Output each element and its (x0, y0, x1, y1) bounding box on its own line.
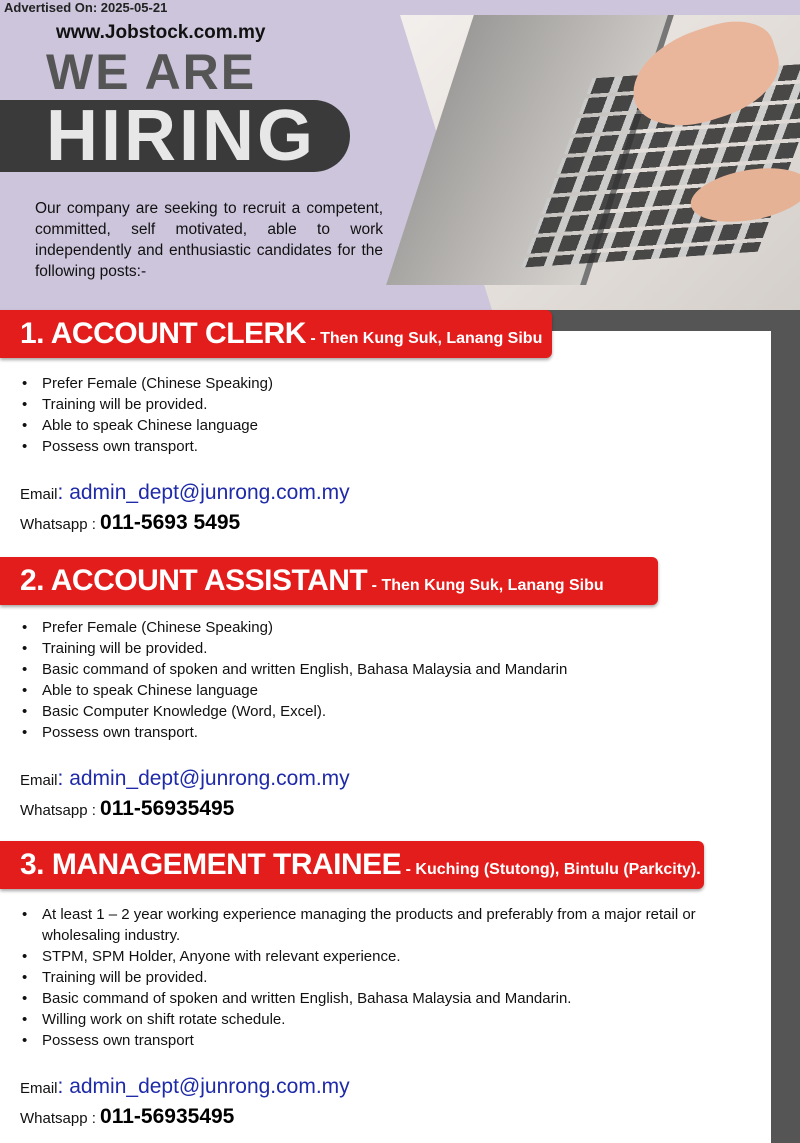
whatsapp-line (20, 1105, 234, 1129)
whatsapp-number[interactable]: 011-5693 5495 (100, 511, 241, 534)
email-label: Email (20, 486, 58, 503)
list-item: • At least 1 – 2 year working experience managing the products and preferably from a major retail or wholesaling industry. (20, 904, 710, 946)
side-panel (520, 310, 800, 331)
list-item: • Possess own transport. (20, 436, 720, 457)
list-item: • Training will be provided. (20, 394, 720, 415)
intro-text: Our company are seeking to recruit a competent, committed, self motivated, able to work independently and enthusiastic candidates for the following posts:- (35, 200, 383, 280)
email-link[interactable]: admin_dept@junrong.com.my (69, 1075, 350, 1098)
list-item: • Basic Computer Knowledge (Word, Excel). (20, 701, 720, 722)
list-item: • STPM, SPM Holder, Anyone with relevant experience. (20, 946, 710, 967)
whatsapp-line (20, 511, 240, 535)
job-title-line (20, 561, 604, 606)
list-item: • Possess own transport (20, 1030, 710, 1051)
email-link[interactable]: admin_dept@junrong.com.my (69, 767, 350, 790)
whatsapp-label: Whatsapp : (20, 1110, 101, 1127)
whatsapp-label: Whatsapp : (20, 516, 101, 533)
list-item: • Prefer Female (Chinese Speaking) (20, 617, 720, 638)
side-panel (771, 310, 800, 1143)
whatsapp-label: Whatsapp : (20, 802, 101, 819)
site-url: www.Jobstock.com.my (56, 22, 266, 43)
list-item: • Basic command of spoken and written English, Bahasa Malaysia and Mandarin (20, 659, 720, 680)
hiring-heading: HIRING (46, 96, 316, 176)
list-item: • Able to speak Chinese language (20, 415, 720, 436)
requirements-list (20, 904, 710, 1051)
job-title: 3. MANAGEMENT TRAINEE (20, 848, 402, 881)
job-location: - Kuching (Stutong), Bintulu (Parkcity). (401, 861, 701, 878)
job-banner (0, 557, 658, 605)
email-label: Email (20, 1080, 58, 1097)
whatsapp-number[interactable]: 011-56935495 (100, 1105, 235, 1128)
email-line: Email: admin_dept@junrong.com.my (20, 481, 350, 504)
hiring-header (0, 0, 800, 310)
job-location: - Then Kung Suk, Lanang Sibu (367, 577, 604, 594)
list-item: • Willing work on shift rotate schedule. (20, 1009, 710, 1030)
advertised-date: Advertised On: 2025-05-21 (4, 0, 168, 15)
we-are-heading: WE ARE (46, 44, 257, 100)
list-item: • Basic command of spoken and written English, Bahasa Malaysia and Mandarin. (20, 988, 710, 1009)
job-title-line (20, 314, 542, 359)
email-line: Email: admin_dept@junrong.com.my (20, 767, 350, 790)
job-location: - Then Kung Suk, Lanang Sibu (305, 330, 543, 347)
list-item: • Possess own transport. (20, 722, 720, 743)
job-title: 1. ACCOUNT CLERK (20, 317, 306, 350)
job-title: 2. ACCOUNT ASSISTANT (20, 564, 368, 597)
email-link[interactable]: admin_dept@junrong.com.my (69, 481, 350, 504)
email-label: Email (20, 772, 58, 789)
list-item: • Training will be provided. (20, 967, 710, 988)
list-item: • Training will be provided. (20, 638, 720, 659)
job-banner (0, 310, 552, 358)
requirements-list (20, 373, 720, 457)
job-title-line (20, 845, 701, 890)
list-item: • Able to speak Chinese language (20, 680, 720, 701)
job-banner (0, 841, 704, 889)
requirements-list (20, 617, 720, 743)
whatsapp-number[interactable]: 011-56935495 (100, 797, 235, 820)
list-item: • Prefer Female (Chinese Speaking) (20, 373, 720, 394)
email-line: Email: admin_dept@junrong.com.my (20, 1075, 350, 1098)
whatsapp-line (20, 797, 234, 821)
